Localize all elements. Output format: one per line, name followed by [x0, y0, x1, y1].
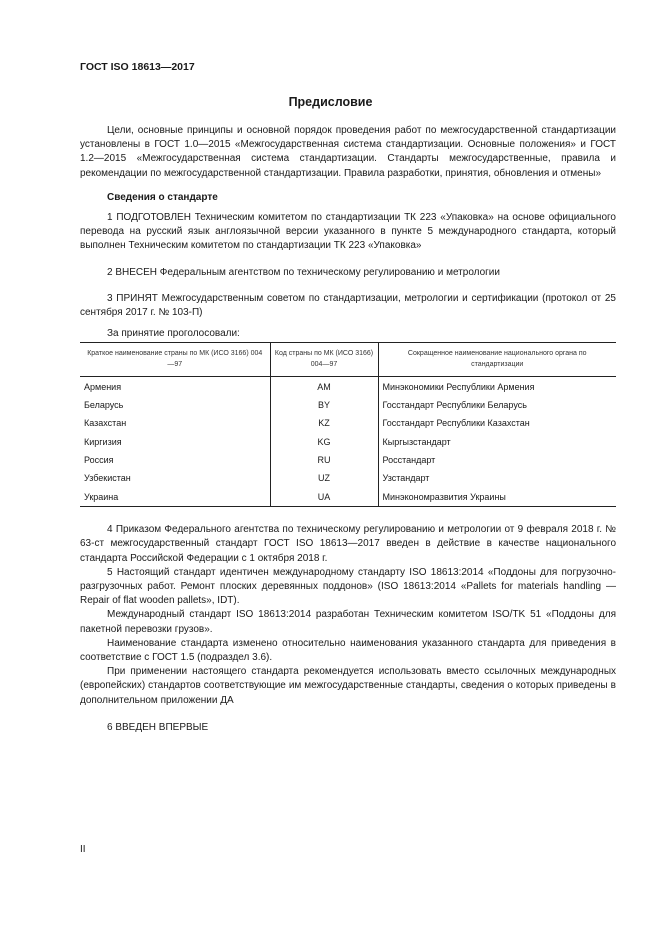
table-row — [80, 469, 616, 487]
item-identical: 5 Настоящий стандарт идентичен международному стандарту ISO 18613:2014 «Поддоны для погрузочно-разгрузочных работ. Ремонт плоских деревянных поддонов» (ISO 18613:2014 «Pallets for materials handling — Repair of flat wooden pallets», IDT). — [80, 566, 616, 607]
document-id-header: ГОСТ ISO 18613—2017 — [80, 61, 195, 73]
national-body: Кыргызстандарт — [378, 433, 616, 451]
country-code: KZ — [270, 414, 378, 432]
country-name: Украина — [80, 488, 270, 507]
national-body: Минэкономразвития Украины — [378, 488, 616, 507]
item-renamed: Наименование стандарта изменено относительно наименования указанного стандарта для приведения в соответствие с ГОСТ 1.5 (подраздел 3.6). — [80, 637, 616, 663]
national-body: Узстандарт — [378, 469, 616, 487]
country-code: AM — [270, 377, 378, 396]
header-country-name: Краткое наименование страны по МК (ИСО 3166) 004—97 — [80, 343, 270, 377]
page-title: Предисловие — [288, 95, 373, 109]
item-first-time: 6 ВВЕДЕН ВПЕРВЫЕ — [107, 721, 209, 733]
table-row — [80, 451, 616, 469]
header-national-body: Сокращенное наименование национального органа по стандартизации — [378, 343, 616, 377]
vote-table — [80, 342, 616, 507]
country-name: Узбекистан — [84, 473, 131, 484]
page-number: II — [80, 844, 86, 855]
item-introduced: 2 ВНЕСЕН Федеральным агентством по техническому регулированию и метрологии — [107, 266, 500, 278]
foreword-body — [80, 124, 616, 735]
country-code: BY — [270, 396, 378, 414]
country-name: Армения — [84, 381, 122, 392]
item-order: 4 Приказом Федерального агентства по техническому регулированию и метрологии от 9 февраля 2018 г. № 63-ст межгосударственный стандарт ГОСТ ISO 18613—2017 введен в действие в качестве национального стандарта Российской Федерации с 1 октября 2018 г. — [80, 524, 616, 564]
country-code: UZ — [270, 469, 378, 487]
national-body: Минэкономики Республики Армения — [378, 377, 616, 396]
national-body: Росстандарт — [378, 451, 616, 469]
country-name: Россия — [84, 455, 114, 466]
country-name: Беларусь — [84, 399, 124, 410]
header-country-code: Код страны по МК (ИСО 3166) 004—97 — [270, 343, 378, 377]
item-prepared: 1 ПОДГОТОВЛЕН Техническим комитетом по стандартизации ТК 223 «Упаковка» на основе официального перевода на русский язык англоязычной версии указанного в пункте 5 международного стандарта, который выполнен Техническим комитетом по стандартизации ТК 223 «Упаковка» — [80, 212, 616, 252]
intro-paragraph: Цели, основные принципы и основной порядок проведения работ по межгосударственной стандартизации установлены в ГОСТ 1.0—2015 «Межгосударственная система стандартизации. Основные положения» и ГОСТ 1.2—2015 «Межгосударственная система стандартизации. Стандарты межгосударственные, правила и рекомендации по межгосударственной стандартизации. Правила разработки, принятия, обновления и отмены» — [80, 125, 616, 179]
national-body: Госстандарт Республики Казахстан — [378, 414, 616, 432]
section-heading: Сведения о стандарте — [107, 191, 218, 203]
country-code: RU — [270, 451, 378, 469]
country-name: Казахстан — [84, 418, 127, 429]
item-adopted: 3 ПРИНЯТ Межгосударственным советом по стандартизации, метрологии и сертификации (протокол от 25 сентября 2017 г. № 103-П) — [80, 292, 616, 319]
country-code: KG — [270, 433, 378, 451]
item-developed: Международный стандарт ISO 18613:2014 разработан Техническим комитетом ISO/TK 51 «Поддоны для пакетной перевозки грузов». — [80, 609, 616, 635]
item-references: При применении настоящего стандарта рекомендуется использовать вместо ссылочных международных (европейских) стандартов соответствующие им межгосударственные стандарты, сведения о которых приведены в дополнительном приложении ДА — [80, 666, 616, 706]
country-name: Киргизия — [84, 436, 122, 447]
table-row — [80, 488, 616, 507]
votes-caption: За принятие проголосовали: — [107, 328, 240, 340]
country-code: UA — [270, 488, 378, 507]
table-row — [80, 433, 616, 451]
table-row — [80, 377, 616, 396]
table-row — [80, 414, 616, 432]
vote-table-header — [80, 343, 616, 377]
national-body: Госстандарт Республики Беларусь — [378, 396, 616, 414]
table-row — [80, 396, 616, 414]
